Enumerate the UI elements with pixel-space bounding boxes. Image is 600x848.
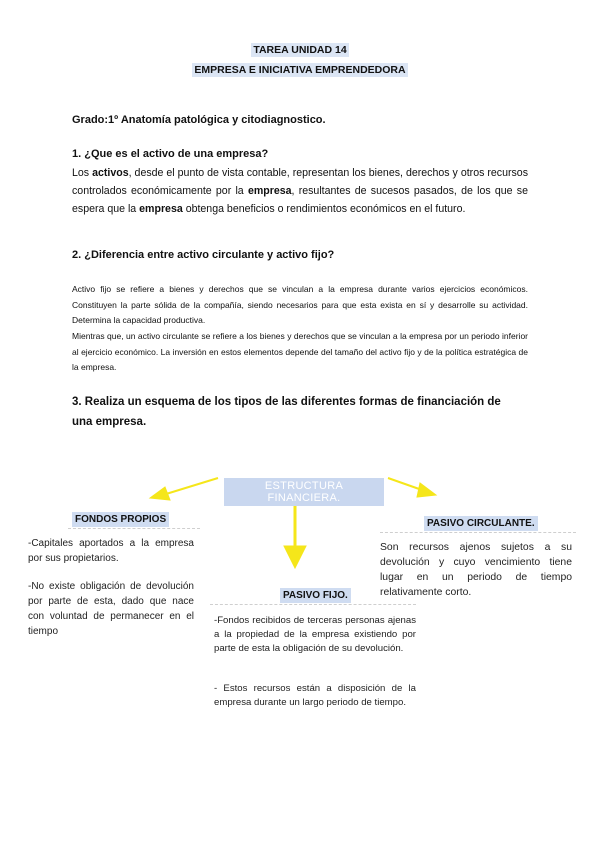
fondos-propios-text-1: -Capitales aportados a la empresa por sus propietarios.: [28, 538, 194, 564]
question-3: 3. Realiza un esquema de los tipos de las diferentes formas de financiación de una empresa.: [72, 396, 501, 428]
document-title: TAREA UNIDAD 14: [253, 44, 347, 56]
arrow-right-head: [417, 483, 436, 497]
document-subtitle: EMPRESA E INICIATIVA EMPRENDEDORA: [194, 64, 406, 76]
fondos-propios-text-2: -No existe obligación de devolución por parte de esta, dado que nace con voluntad de permanecer en el tiempo: [28, 581, 194, 637]
fondos-propios-label: FONDOS PROPIOS: [72, 509, 169, 527]
grade-line: Grado:1º Anatomía patológica y citodiagnostico.: [72, 114, 326, 126]
diagram-center-label: ESTRUCTURA FINANCIERA.: [224, 478, 384, 506]
pasivo-fijo-label: PASIVO FIJO.: [280, 585, 351, 603]
pasivo-circulante-text: Son recursos ajenos sujetos a su devolución y cuyo vencimiento tiene lugar en un periodo de tiempo relativamente corto.: [380, 542, 572, 598]
arrow-down-head: [284, 546, 306, 568]
pasivo-fijo-text-1: -Fondos recibidos de terceras personas ajenas a la propiedad de la empresa existiendo por parte de esta la obligación de su devolución.: [214, 615, 416, 654]
middle-divider: [210, 604, 416, 605]
arrow-left-line: [166, 478, 218, 494]
arrow-right-line: [388, 478, 422, 490]
answer-1: Los activos, desde el punto de vista contable, representan los bienes, derechos y otros recursos controlados económicamente por la empresa, resultantes de sucesos pasados, de los que se espera que la empresa obtenga beneficios o rendimientos económicos en el futuro.: [72, 167, 528, 215]
pasivo-fijo-text-2: - Estos recursos están a disposición de la empresa durante un largo periodo de tiempo.: [214, 683, 416, 708]
arrow-left-head: [150, 487, 170, 500]
pasivo-circulante-label: PASIVO CIRCULANTE.: [424, 513, 538, 531]
left-divider: [68, 528, 200, 529]
question-1: 1. ¿Que es el activo de una empresa?: [72, 148, 269, 160]
answer-2-p1: Activo fijo se refiere a bienes y derechos que se vinculan a la empresa durante varios ejercicios económicos. Constituyen la parte sólida de la compañía, siendo necesarios para que esta exista en sí y desarrolle su actividad. Determina la capacidad productiva.: [72, 284, 528, 325]
answer-2-p2: Mientras que, un activo circulante se refiere a los bienes y derechos que se vinculan a la empresa por un periodo inferior al ejercicio económico. La inversión en estos elementos depende del tamaño del activo fijo y de la política estratégica de la empresa.: [72, 331, 528, 372]
question-2: 2. ¿Diferencia entre activo circulante y activo fijo?: [72, 249, 335, 261]
right-divider: [380, 532, 576, 533]
